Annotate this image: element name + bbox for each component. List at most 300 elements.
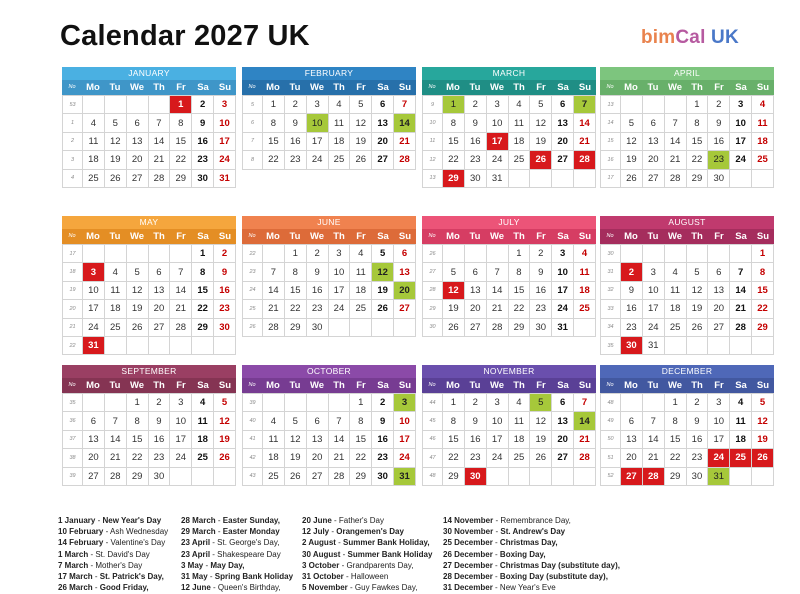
- weekday-label: We: [309, 231, 325, 242]
- day-cell: 13: [552, 412, 574, 430]
- week-number: 14: [601, 114, 621, 132]
- holiday-item: 3 May - May Day,: [181, 560, 245, 570]
- week-number: 25: [243, 300, 263, 318]
- day-cell: 9: [530, 263, 552, 281]
- day-cell: 6: [148, 263, 170, 281]
- day-cell: 15: [508, 281, 530, 299]
- weekday-label: Tu: [289, 231, 301, 242]
- day-cell: 28: [104, 467, 126, 485]
- holiday-item: 10 February - Ash Wednesday: [58, 527, 169, 537]
- day-cell: 3: [486, 394, 508, 412]
- day-cell: 25: [752, 151, 774, 169]
- day-cell: 19: [530, 430, 552, 448]
- day-cell: 24: [170, 449, 192, 467]
- weekday-label: Su: [218, 380, 232, 391]
- week-row: [423, 430, 596, 448]
- month-june: [242, 216, 416, 337]
- weekday-label: Th: [513, 231, 525, 242]
- weekday-label: Fr: [714, 380, 724, 391]
- weekday-label: Tu: [647, 231, 659, 242]
- day-cell: 27: [372, 151, 394, 169]
- day-cell: 16: [306, 281, 328, 299]
- weekday-label: Fr: [176, 380, 186, 391]
- month-title: DECEMBER: [600, 365, 774, 378]
- day-cell: 30: [214, 318, 236, 336]
- week-number-header: No: [248, 233, 256, 239]
- holiday-name: St. George's Day,: [217, 538, 280, 548]
- weekday-label: Tu: [469, 231, 481, 242]
- day-cell: 28: [574, 449, 596, 467]
- page-title: Calendar 2027 UK: [60, 20, 310, 52]
- day-cell: 25: [350, 300, 372, 318]
- weekday-label: Sa: [557, 231, 569, 242]
- day-cell: 28: [394, 151, 416, 169]
- weekday-label: Mo: [86, 82, 100, 93]
- day-cell: 24: [394, 449, 416, 467]
- day-cell: 26: [530, 449, 552, 467]
- holiday-name: Spring Bank Holiday: [214, 572, 294, 582]
- day-cell: 3: [83, 263, 105, 281]
- day-cell: 2: [708, 96, 730, 114]
- week-row: [601, 300, 774, 318]
- empty-cell: [170, 245, 192, 263]
- week-row: [243, 449, 416, 467]
- day-cell: 14: [328, 430, 350, 448]
- empty-cell: [708, 245, 730, 263]
- weekday-label: Mo: [624, 380, 638, 391]
- day-cell: 19: [621, 151, 643, 169]
- month-title: JUNE: [242, 216, 416, 229]
- day-cell: 2: [686, 394, 708, 412]
- holiday-name: Summer Bank Holiday,: [343, 538, 430, 548]
- day-cell: 31: [642, 336, 664, 354]
- day-cell: 10: [328, 263, 350, 281]
- day-cell: 17: [486, 132, 508, 150]
- week-number: 27: [423, 263, 443, 281]
- day-cell: 18: [328, 132, 350, 150]
- day-cell: 1: [752, 245, 774, 263]
- holiday-item: 1 January - New Year's Day: [58, 516, 162, 525]
- day-cell: 5: [686, 263, 708, 281]
- weekday-label: Tu: [109, 82, 121, 93]
- day-cell: 17: [708, 430, 730, 448]
- week-number: 30: [601, 245, 621, 263]
- day-cell: 21: [642, 449, 664, 467]
- holiday-item: 26 March - Good Friday,: [58, 583, 149, 593]
- day-cell: 14: [664, 132, 686, 150]
- day-cell: 19: [530, 132, 552, 150]
- day-cell: 13: [148, 281, 170, 299]
- day-cell: 12: [372, 263, 394, 281]
- day-cell: 1: [664, 394, 686, 412]
- day-cell: 17: [214, 132, 236, 150]
- day-cell: 10: [394, 412, 416, 430]
- holiday-item: 1 March - St. David's Day: [58, 549, 150, 559]
- day-cell: 30: [530, 318, 552, 336]
- day-cell: 27: [642, 169, 664, 187]
- holiday-date: 14 November: [443, 516, 494, 525]
- weekday-label: We: [309, 82, 325, 93]
- empty-cell: [730, 336, 752, 354]
- month-title: JULY: [422, 216, 596, 229]
- day-cell: 11: [192, 412, 214, 430]
- day-cell: 16: [708, 132, 730, 150]
- day-cell: 28: [486, 318, 508, 336]
- day-cell: 9: [621, 281, 643, 299]
- empty-cell: [621, 394, 643, 412]
- holiday-date: 17 March: [58, 572, 93, 582]
- holiday-column: [443, 515, 620, 593]
- weekday-label: Su: [398, 231, 412, 242]
- day-cell: 24: [552, 300, 574, 318]
- day-cell: 24: [214, 151, 236, 169]
- week-row: [601, 132, 774, 150]
- day-cell: 25: [263, 467, 285, 485]
- week-row: [63, 281, 236, 299]
- week-number: 4: [63, 169, 83, 187]
- day-cell: 27: [83, 467, 105, 485]
- day-cell: 11: [104, 281, 126, 299]
- week-number: 41: [243, 430, 263, 448]
- day-cell: 23: [464, 449, 486, 467]
- empty-cell: [642, 394, 664, 412]
- holiday-name: Grandparents Day,: [346, 560, 414, 570]
- weekday-label: Tu: [469, 380, 481, 391]
- day-cell: 30: [686, 467, 708, 485]
- month-august: [600, 216, 774, 355]
- day-cell: 24: [306, 151, 328, 169]
- day-cell: 19: [104, 151, 126, 169]
- day-cell: 17: [486, 430, 508, 448]
- day-cell: 8: [284, 263, 306, 281]
- week-number: 15: [601, 132, 621, 150]
- week-number: 35: [63, 394, 83, 412]
- week-number: 31: [601, 263, 621, 281]
- day-cell: 22: [126, 449, 148, 467]
- day-cell: 2: [464, 96, 486, 114]
- empty-cell: [621, 245, 643, 263]
- day-cell: 22: [350, 449, 372, 467]
- empty-cell: [306, 394, 328, 412]
- week-number: 39: [243, 394, 263, 412]
- week-number: 29: [423, 300, 443, 318]
- weekday-label: Th: [691, 82, 703, 93]
- holiday-date: 30 August: [302, 549, 341, 559]
- day-cell: 19: [214, 430, 236, 448]
- day-cell: 9: [686, 412, 708, 430]
- day-cell: 3: [170, 394, 192, 412]
- week-number-header: No: [68, 84, 76, 90]
- day-cell: 22: [284, 300, 306, 318]
- day-cell: 13: [83, 430, 105, 448]
- empty-cell: [730, 169, 752, 187]
- empty-cell: [83, 96, 105, 114]
- day-cell: 1: [284, 245, 306, 263]
- day-cell: 4: [752, 96, 774, 114]
- empty-cell: [530, 467, 552, 485]
- weekday-label: Mo: [446, 231, 460, 242]
- week-number: 47: [423, 449, 443, 467]
- day-cell: 5: [284, 412, 306, 430]
- day-cell: 7: [574, 394, 596, 412]
- day-cell: 5: [350, 96, 372, 114]
- weekday-header: [62, 80, 236, 95]
- day-cell: 2: [464, 394, 486, 412]
- day-cell: 29: [443, 169, 465, 187]
- holiday-date: 12 June: [181, 583, 211, 593]
- day-cell: 18: [508, 430, 530, 448]
- day-cell: 2: [372, 394, 394, 412]
- day-cell: 21: [574, 132, 596, 150]
- weekday-label: Th: [153, 380, 165, 391]
- day-cell: 27: [621, 467, 643, 485]
- day-cell: 24: [642, 318, 664, 336]
- day-cell: 28: [328, 467, 350, 485]
- day-cell: 24: [486, 151, 508, 169]
- day-cell: 5: [530, 96, 552, 114]
- holiday-column: [58, 515, 168, 593]
- empty-cell: [104, 245, 126, 263]
- weekday-header: [600, 229, 774, 244]
- day-cell: 12: [214, 412, 236, 430]
- day-cell: 7: [104, 412, 126, 430]
- brand-part: bim: [641, 27, 676, 48]
- empty-cell: [284, 394, 306, 412]
- empty-cell: [126, 336, 148, 354]
- weekday-label: Su: [218, 231, 232, 242]
- day-cell: 14: [730, 281, 752, 299]
- day-cell: 22: [443, 151, 465, 169]
- day-cell: 26: [752, 449, 774, 467]
- weekday-header: [422, 80, 596, 95]
- day-cell: 5: [104, 114, 126, 132]
- day-cell: 19: [752, 430, 774, 448]
- holiday-name: New Year's Day: [102, 516, 162, 525]
- day-cell: 22: [686, 151, 708, 169]
- month-july: [422, 216, 596, 337]
- empty-cell: [104, 394, 126, 412]
- day-cell: 5: [530, 394, 552, 412]
- day-cell: 21: [104, 449, 126, 467]
- day-cell: 13: [394, 263, 416, 281]
- empty-cell: [621, 96, 643, 114]
- empty-cell: [263, 394, 285, 412]
- day-cell: 29: [664, 467, 686, 485]
- day-cell: 3: [486, 96, 508, 114]
- day-cell: 7: [486, 263, 508, 281]
- day-cell: 3: [328, 245, 350, 263]
- day-cell: 9: [214, 263, 236, 281]
- weekday-label: Su: [756, 231, 770, 242]
- day-cell: 1: [508, 245, 530, 263]
- empty-cell: [170, 336, 192, 354]
- day-cell: 14: [394, 114, 416, 132]
- week-row: [243, 281, 416, 299]
- day-cell: 8: [686, 114, 708, 132]
- day-cell: 22: [664, 449, 686, 467]
- weekday-label: Sa: [735, 380, 747, 391]
- day-cell: 9: [372, 412, 394, 430]
- empty-cell: [443, 245, 465, 263]
- day-cell: 13: [708, 281, 730, 299]
- holiday-item: 20 June - Father's Day: [302, 516, 385, 525]
- holiday-item: 12 July - Orangemen's Day: [302, 527, 404, 537]
- week-number: 24: [243, 281, 263, 299]
- day-cell: 17: [306, 132, 328, 150]
- month-title: SEPTEMBER: [62, 365, 236, 378]
- week-number: 26: [243, 318, 263, 336]
- day-cell: 22: [508, 300, 530, 318]
- day-cell: 11: [508, 412, 530, 430]
- holiday-date: 31 October: [302, 572, 344, 582]
- day-cell: 31: [708, 467, 730, 485]
- week-number: 26: [423, 245, 443, 263]
- weekday-label: Fr: [536, 380, 546, 391]
- week-number: 7: [243, 132, 263, 150]
- day-cell: 10: [708, 412, 730, 430]
- day-cell: 31: [552, 318, 574, 336]
- weekday-label: Tu: [647, 380, 659, 391]
- weekday-label: Fr: [536, 82, 546, 93]
- day-cell: 24: [708, 449, 730, 467]
- day-cell: 12: [284, 430, 306, 448]
- weekday-header: [600, 378, 774, 393]
- week-row: [601, 449, 774, 467]
- day-cell: 10: [83, 281, 105, 299]
- week-row: [601, 336, 774, 354]
- day-cell: 23: [372, 449, 394, 467]
- day-cell: 10: [486, 114, 508, 132]
- weekday-label: Mo: [446, 380, 460, 391]
- month-february: [242, 67, 416, 170]
- week-number: 19: [63, 281, 83, 299]
- day-cell: 20: [394, 281, 416, 299]
- day-cell: 16: [530, 281, 552, 299]
- day-cell: 17: [83, 300, 105, 318]
- day-cell: 16: [621, 300, 643, 318]
- week-number: 34: [601, 318, 621, 336]
- holiday-column: [302, 515, 432, 593]
- day-cell: 6: [464, 263, 486, 281]
- weekday-label: We: [667, 82, 683, 93]
- holiday-date: 12 July: [302, 527, 330, 537]
- week-row: [601, 114, 774, 132]
- weekday-label: Tu: [109, 231, 121, 242]
- holiday-date: 29 March: [181, 527, 216, 537]
- empty-cell: [708, 336, 730, 354]
- day-cell: 14: [263, 281, 285, 299]
- holiday-item: 28 December - Boxing Day (substitute day),: [443, 572, 608, 582]
- day-cell: 8: [192, 263, 214, 281]
- day-cell: 25: [574, 300, 596, 318]
- holiday-item: 31 October - Halloween: [302, 572, 389, 582]
- day-cell: 8: [350, 412, 372, 430]
- day-cell: 6: [552, 96, 574, 114]
- day-cell: 20: [552, 132, 574, 150]
- empty-cell: [170, 467, 192, 485]
- week-row: [601, 281, 774, 299]
- week-row: [63, 336, 236, 354]
- day-cell: 22: [170, 151, 192, 169]
- day-cell: 12: [126, 281, 148, 299]
- day-cell: 14: [574, 114, 596, 132]
- day-cell: 2: [192, 96, 214, 114]
- weekday-label: Fr: [536, 231, 546, 242]
- day-cell: 31: [83, 336, 105, 354]
- day-cell: 14: [486, 281, 508, 299]
- day-cell: 10: [214, 114, 236, 132]
- day-cell: 29: [350, 467, 372, 485]
- empty-cell: [263, 245, 285, 263]
- week-number: 18: [63, 263, 83, 281]
- day-cell: 31: [394, 467, 416, 485]
- day-cell: 25: [508, 151, 530, 169]
- week-row: [423, 169, 596, 187]
- holiday-date: 28 March: [181, 516, 216, 525]
- day-cell: 12: [530, 412, 552, 430]
- holiday-name: Orangemen's Day: [336, 527, 404, 537]
- day-cell: 20: [464, 300, 486, 318]
- day-cell: 21: [148, 151, 170, 169]
- day-cell: 5: [443, 263, 465, 281]
- day-cell: 30: [464, 169, 486, 187]
- day-cell: 4: [328, 96, 350, 114]
- week-row: [63, 318, 236, 336]
- holiday-name: Father's Day: [338, 516, 385, 525]
- day-cell: 19: [686, 300, 708, 318]
- day-cell: 26: [214, 449, 236, 467]
- day-cell: 20: [552, 430, 574, 448]
- day-cell: 17: [642, 300, 664, 318]
- day-cell: 8: [443, 412, 465, 430]
- empty-cell: [664, 336, 686, 354]
- week-number: 20: [63, 300, 83, 318]
- weekday-label: Sa: [197, 82, 209, 93]
- day-cell: 14: [574, 412, 596, 430]
- weekday-label: Th: [691, 231, 703, 242]
- day-cell: 13: [126, 132, 148, 150]
- weekday-label: Th: [333, 82, 345, 93]
- week-row: [423, 449, 596, 467]
- day-cell: 24: [328, 300, 350, 318]
- week-number: 1: [63, 114, 83, 132]
- weekday-label: Th: [153, 82, 165, 93]
- day-cell: 8: [170, 114, 192, 132]
- day-cell: 29: [508, 318, 530, 336]
- week-row: [423, 467, 596, 485]
- week-number: 40: [243, 412, 263, 430]
- week-number: 13: [601, 96, 621, 114]
- month-november: [422, 365, 596, 486]
- day-cell: 25: [328, 151, 350, 169]
- weekday-label: Mo: [86, 231, 100, 242]
- brand-part: Cal: [675, 27, 706, 48]
- day-cell: 26: [372, 300, 394, 318]
- empty-cell: [574, 318, 596, 336]
- holiday-item: 14 November - Remembrance Day,: [443, 516, 571, 525]
- week-number: 13: [423, 169, 443, 187]
- week-number: 48: [423, 467, 443, 485]
- week-number: 5: [243, 96, 263, 114]
- week-row: [423, 412, 596, 430]
- day-cell: 27: [552, 151, 574, 169]
- day-cell: 19: [284, 449, 306, 467]
- day-cell: 4: [574, 245, 596, 263]
- week-row: [423, 132, 596, 150]
- empty-cell: [126, 96, 148, 114]
- week-number: 35: [601, 336, 621, 354]
- day-cell: 1: [126, 394, 148, 412]
